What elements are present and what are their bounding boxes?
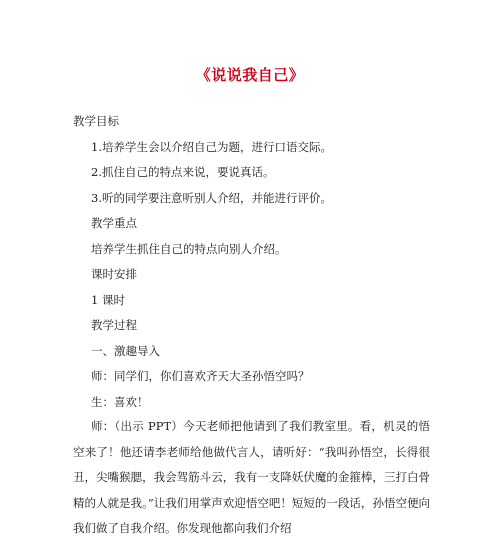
heading-process: 教学过程 — [91, 318, 137, 332]
section-heading-1: 一、激趣导入 — [91, 344, 160, 358]
heading-schedule: 课时安排 — [91, 267, 137, 281]
goal-item-1: 1.培养学生会以介绍自己为题，进行口语交际。 — [91, 140, 332, 154]
goal-item-3: 3.听的同学要注意听别人介绍，并能进行评价。 — [91, 191, 332, 205]
heading-key-points: 教学重点 — [91, 216, 137, 230]
heading-teaching-goals: 教学目标 — [73, 114, 119, 128]
goal-item-2: 2.抓住自己的特点来说，要说真话。 — [91, 165, 275, 179]
dialogue-teacher-paragraph: 师：（出示 PPT）今天老师把他请到了我们教室里。看，机灵的悟空来了！他还请李老师给他做代言人，请听好：“我叫孙悟空，长得很丑，尖嘴猴腮，我会驾筋斗云，我有一支降妖伏魔的金箍棒，三打白骨精的人就是我。”让我们用掌声欢迎悟空吧！短短的一段话，孙悟空便向我们做了自我介绍。你发现他都向我们介绍 — [73, 419, 430, 535]
dialogue-teacher-1: 师：同学们，你们喜欢齐天大圣孙悟空吗？ — [91, 369, 310, 383]
schedule-text: 1 课时 — [91, 293, 125, 307]
key-point-text: 培养学生抓住自己的特点向别人介绍。 — [91, 242, 287, 256]
document-title: 《说说我自己》 — [195, 66, 305, 84]
dialogue-student-1: 生：喜欢！ — [91, 395, 149, 409]
